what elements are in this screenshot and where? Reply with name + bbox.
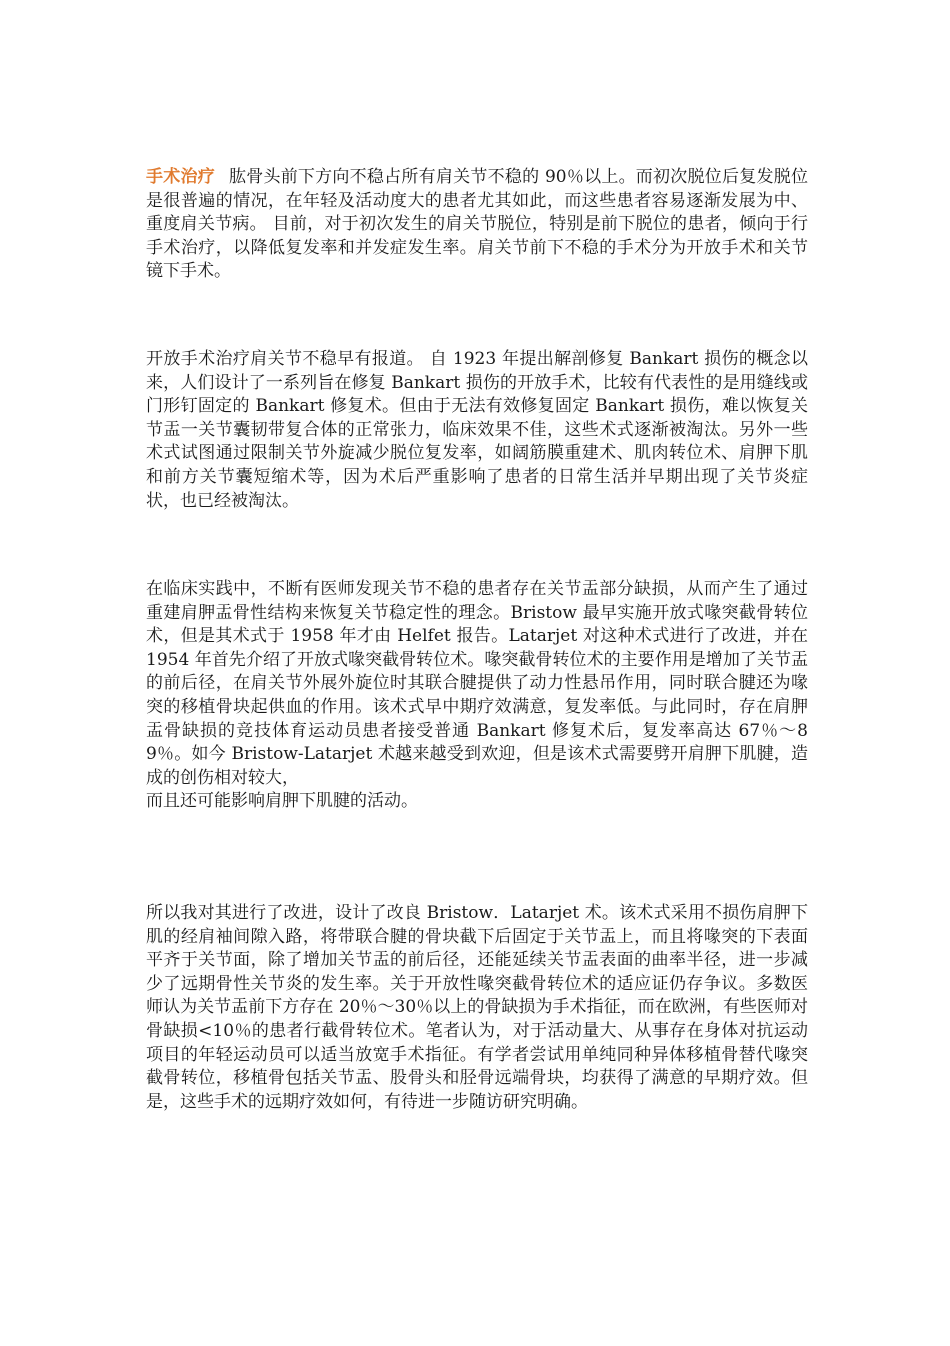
paragraph-open-surgery	[146, 348, 808, 513]
paragraph-clinical-practice	[146, 578, 808, 814]
paragraph-surgical-treatment	[146, 166, 808, 284]
paragraph-text-1: 肱骨头前下方向不稳占所有肩关节不稳的 90％以上。而初次脱位后复发脱位是很普遍的情况，在年轻及活动度大的患者尤其如此，而这些患者容易逐渐发展为中、重度肩关节病。 目前，对于初次发生的肩关节脱位，特别是前下脱位的患者，倾向于行手术治疗，以降低复发率和并发症发生率。肩关节前下不稳的手术分为开放手术和关节镜下手术。	[146, 167, 808, 282]
paragraph-text-4: 所以我对其进行了改进，设计了改良 Bristow．Latarjet 术。该术式采用不损伤肩胛下肌的经肩袖间隙入路，将带联合腱的骨块截下后固定于关节盂上，而且将喙突的下表面平齐于关节面，除了增加关节盂的前后径，还能延续关节盂表面的曲率半径，进一步减少了远期骨性关节炎的发生率。关于开放性喙突截骨转位术的适应证仍存争议。多数医师认为关节盂前下方存在 20％～30％以上的骨缺损为手术指征，而在欧洲，有些医师对骨缺损<10％的患者行截骨转位术。笔者认为，对于活动量大、从事存在身体对抗运动项目的年轻运动员可以适当放宽手术指征。有学者尝试用单纯同种异体移植骨替代喙突截骨转位，移植骨包括关节盂、股骨头和胫骨远端骨块，均获得了满意的早期疗效。但是，这些手术的远期疗效如何，有待进一步随访研究明确。	[146, 903, 808, 1112]
paragraph-text-2: 开放手术治疗肩关节不稳早有报道。 自 1923 年提出解剖修复 Bankart 损伤的概念以来，人们设计了一系列旨在修复 Bankart 损伤的开放手术，比较有代表性的是用缝线或门形钉固定的 Bankart 修复术。但由于无法有效修复固定 Bankart 损伤，难以恢复关节盂一关节囊韧带复合体的正常张力，临床效果不佳，这些术式逐渐被淘汰。另外一些术式试图通过限制关节外旋减少脱位复发率，如阔筋膜重建术、肌肉转位术、肩胛下肌和前方关节囊短缩术等，因为术后严重影响了患者的日常生活并早期出现了关节炎症状，也已经被淘汰。	[146, 349, 808, 511]
paragraph-text-3-continued: 而且还可能影响肩胛下肌腱的活动。	[146, 791, 418, 812]
section-heading: 手术治疗	[146, 167, 215, 187]
paragraph-text-3: 在临床实践中，不断有医师发现关节不稳的患者存在关节盂部分缺损，从而产生了通过重建肩胛盂骨性结构来恢复关节稳定性的理念。Bristow 最早实施开放式喙突截骨转位术，但是其术式于 1958 年才由 Helfet 报告。Latarjet 对这种术式进行了改进，并在 1954 年首先介绍了开放式喙突截骨转位术。喙突截骨转位术的主要作用是增加了关节盂的前后径，在肩关节外展外旋位时其联合腱提供了动力性悬吊作用，同时联合腱还为喙突的移植骨块起供血的作用。该术式早中期疗效满意，复发率低。与此同时，存在肩胛盂骨缺损的竞技体育运动员患者接受普通 Bankart 修复术后，复发率高达 67％～89％。如今 Bristow-Latarjet 术越来越受到欢迎，但是该术式需要劈开肩胛下肌腱，造成的创伤相对较大，	[146, 579, 808, 788]
paragraph-modified-technique	[146, 902, 808, 1114]
